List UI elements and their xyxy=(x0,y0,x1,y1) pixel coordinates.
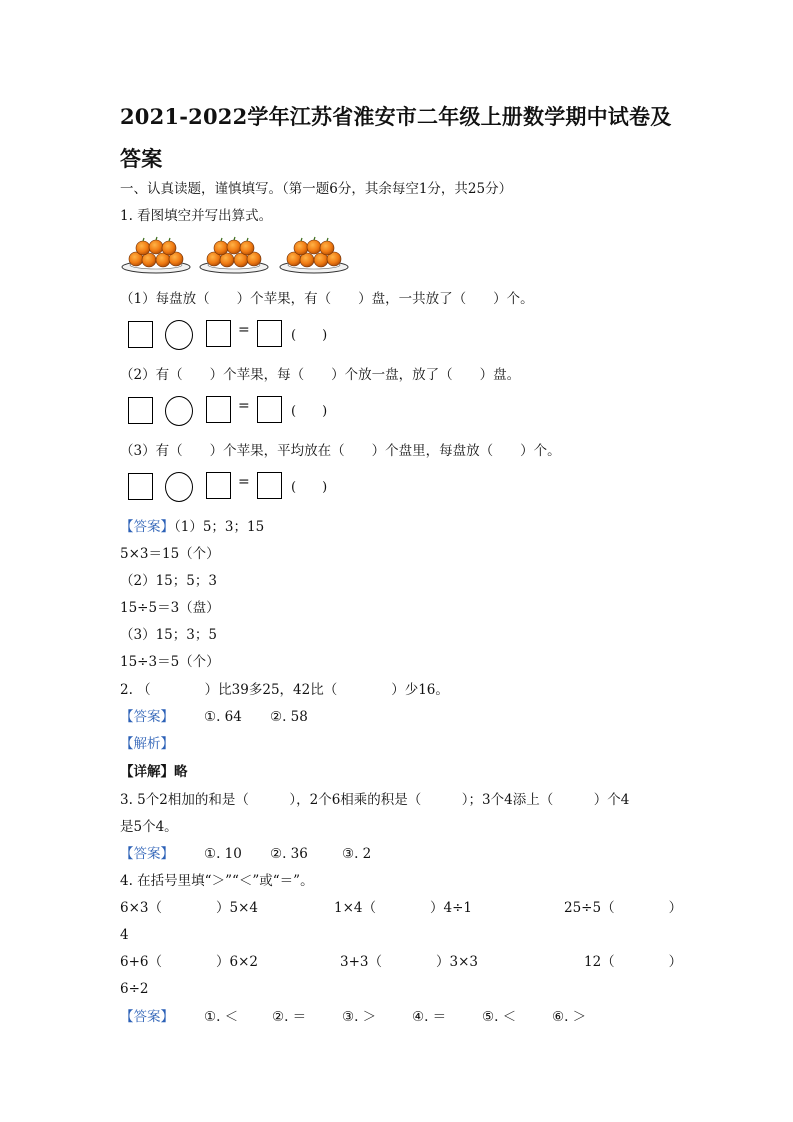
answer-box[interactable] xyxy=(128,473,153,500)
answer-3: ③. ＞ xyxy=(342,1009,377,1025)
answer-5: ⑤. ＜ xyxy=(482,1009,517,1025)
answer-2: ②. ＝ xyxy=(272,1009,307,1025)
answer-1: ①. 10 xyxy=(204,846,242,862)
detail-text: 略 xyxy=(174,764,188,780)
q2-stem: 2. （ ）比39多25，42比（ ）少16。 xyxy=(120,682,449,698)
answer-box[interactable] xyxy=(128,321,153,348)
answer-box[interactable] xyxy=(206,320,231,347)
answer-1: ①. 64 xyxy=(204,709,242,725)
equals-sign: = xyxy=(238,322,250,338)
section-heading: 一、认真读题，谨慎填写。（第一题6分，其余每空1分，共25分） xyxy=(120,181,513,197)
answer-box[interactable] xyxy=(257,320,282,347)
answer-tag: 【答案】 xyxy=(120,709,174,725)
q1-answer-part2: （2）15；5；3 xyxy=(120,573,217,589)
q3-answer-line xyxy=(120,845,372,863)
compare-item: 6+6（ ）6×2 xyxy=(120,954,258,970)
q2-analysis-tag: 【解析】 xyxy=(120,736,174,752)
compare-item: 12（ ） xyxy=(584,954,683,970)
q1-part3-text: （3）有（ ）个苹果，平均放在（ ）个盘里，每盘放（ ）个。 xyxy=(120,443,561,459)
q2-detail-line xyxy=(120,763,188,781)
q1-answer-calc-2: 15÷5＝3（盘） xyxy=(120,600,220,616)
answer-box[interactable] xyxy=(257,396,282,423)
unit-paren[interactable]: ( ) xyxy=(291,404,328,419)
answer-tag: 【答案】 xyxy=(120,1009,174,1025)
answer-2: ②. 36 xyxy=(270,846,308,862)
operator-circle[interactable] xyxy=(165,320,193,350)
compare-item: 3+3（ ）3×3 xyxy=(340,954,478,970)
operator-circle[interactable] xyxy=(165,396,193,426)
answer-tag: 【答案】 xyxy=(120,846,174,862)
q4-row-2-wrap: 6÷2 xyxy=(120,981,149,997)
unit-paren[interactable]: ( ) xyxy=(291,328,328,343)
detail-tag: 【详解】 xyxy=(120,764,174,780)
q1-answer-part3: （3）15；3；5 xyxy=(120,627,217,643)
answer-2: ②. 58 xyxy=(270,709,308,725)
q4-answer-line xyxy=(120,1008,680,1026)
q1-answer-line xyxy=(120,518,264,536)
unit-paren[interactable]: ( ) xyxy=(291,480,328,495)
q2-answer-line xyxy=(120,708,308,726)
q1-answer-calc-1: 5×3＝15（个） xyxy=(120,546,220,562)
page-title: 2021-2022学年江苏省淮安市二年级上册数学期中试卷及答案 xyxy=(120,104,672,171)
answer-text: （1）5；3；15 xyxy=(174,519,265,535)
q4-row-1-wrap: 4 xyxy=(120,927,129,943)
q3-stem-line-1: 3. 5个2相加的和是（ ），2个6相乘的积是（ ）；3个4添上（ ）个4 xyxy=(120,792,630,808)
answer-6: ⑥. ＞ xyxy=(552,1009,587,1025)
answer-1: ①. ＜ xyxy=(204,1009,239,1025)
answer-box[interactable] xyxy=(206,472,231,499)
q1-part1-text: （1）每盘放（ ）个苹果，有（ ）盘，一共放了（ ）个。 xyxy=(120,291,534,307)
q4-stem: 4. 在括号里填“＞”“＜”或“＝”。 xyxy=(120,873,314,889)
answer-tag: 【答案】 xyxy=(120,519,174,535)
operator-circle[interactable] xyxy=(165,472,193,502)
answer-4: ④. ＝ xyxy=(412,1009,447,1025)
answer-box[interactable] xyxy=(128,397,153,424)
q1-answer-calc-3: 15÷3＝5（个） xyxy=(120,654,220,670)
q1-part2-text: （2）有（ ）个苹果，每（ ）个放一盘，放了（ ）盘。 xyxy=(120,367,521,383)
answer-box[interactable] xyxy=(257,472,282,499)
compare-item: 1×4（ ）4÷1 xyxy=(334,900,472,916)
compare-item: 25÷5（ ） xyxy=(564,900,683,916)
answer-box[interactable] xyxy=(206,396,231,423)
q1-stem: 1. 看图填空并写出算式。 xyxy=(120,208,273,224)
q3-stem-line-2: 是5个4。 xyxy=(120,819,178,835)
answer-3: ③. 2 xyxy=(342,846,372,862)
equals-sign: = xyxy=(238,474,250,490)
equals-sign: = xyxy=(238,398,250,414)
apple-plates-illustration xyxy=(120,232,356,276)
compare-item: 6×3（ ）5×4 xyxy=(120,900,258,916)
